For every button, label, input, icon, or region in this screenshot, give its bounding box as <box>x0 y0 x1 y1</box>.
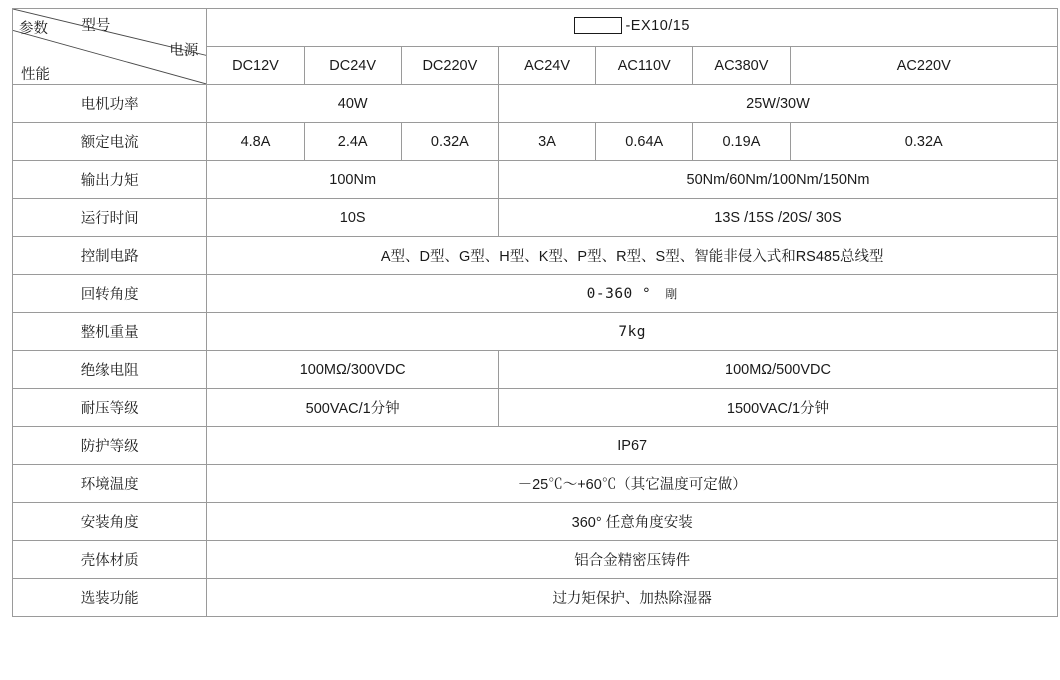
table-cell: 25W/30W <box>498 85 1057 123</box>
table-body <box>13 9 1058 617</box>
table-cell: A型、D型、G型、H型、K型、P型、R型、S型、智能非侵入式和RS485总线型 <box>207 237 1058 275</box>
voltage-header-6: AC220V <box>790 47 1057 85</box>
table-cell: －25℃～+60℃（其它温度可定做） <box>207 465 1058 503</box>
table-cell: 100Nm <box>207 161 499 199</box>
table-row <box>13 199 1058 237</box>
table-cell: 10S <box>207 199 499 237</box>
table-header-row-model <box>13 9 1058 47</box>
header-corner-cell <box>13 9 207 85</box>
row-label: 耐压等级 <box>13 389 207 427</box>
table-cell: 500VAC/1分钟 <box>207 389 499 427</box>
row-label: 电机功率 <box>13 85 207 123</box>
table-cell <box>207 275 1058 313</box>
table-cell: IP67 <box>207 427 1058 465</box>
table-cell: 100MΩ/500VDC <box>498 351 1057 389</box>
corner-label-parameter: 参数 <box>19 21 48 37</box>
row-label: 绝缘电阻 <box>13 351 207 389</box>
row-label: 运行时间 <box>13 199 207 237</box>
cell-value: 0-360 ° <box>586 286 652 302</box>
corner-label-power: 电源 <box>169 43 199 59</box>
corner-label-model: 型号 <box>81 18 111 34</box>
row-label: 环境温度 <box>13 465 207 503</box>
table-cell: 13S /15S /20S/ 30S <box>498 199 1057 237</box>
table-cell: 1500VAC/1分钟 <box>498 389 1057 427</box>
table-cell: 360° 任意角度安装 <box>207 503 1058 541</box>
table-row <box>13 579 1058 617</box>
row-label: 壳体材质 <box>13 541 207 579</box>
table-cell: 0.19A <box>693 123 790 161</box>
row-label: 回转角度 <box>13 275 207 313</box>
specification-table <box>12 8 1058 617</box>
voltage-header-5: AC380V <box>693 47 790 85</box>
table-row <box>13 465 1058 503</box>
table-cell: 0.32A <box>790 123 1057 161</box>
row-label: 防护等级 <box>13 427 207 465</box>
row-label: 选装功能 <box>13 579 207 617</box>
cell-value-extra: 㓮 <box>665 287 678 301</box>
voltage-header-3: AC24V <box>498 47 595 85</box>
table-cell: 7kg <box>207 313 1058 351</box>
row-label: 控制电路 <box>13 237 207 275</box>
table-cell: 2.4A <box>304 123 401 161</box>
row-label: 额定电流 <box>13 123 207 161</box>
table-cell: 40W <box>207 85 499 123</box>
row-label: 输出力矩 <box>13 161 207 199</box>
table-row <box>13 351 1058 389</box>
table-row <box>13 123 1058 161</box>
table-cell: 4.8A <box>207 123 304 161</box>
table-cell: 50Nm/60Nm/100Nm/150Nm <box>498 161 1057 199</box>
voltage-header-2: DC220V <box>401 47 498 85</box>
table-row <box>13 427 1058 465</box>
table-row <box>13 389 1058 427</box>
table-cell: 100MΩ/300VDC <box>207 351 499 389</box>
row-label: 整机重量 <box>13 313 207 351</box>
rectangle-placeholder-icon <box>574 17 622 34</box>
table-row <box>13 313 1058 351</box>
model-title-text: -EX10/15 <box>625 17 690 34</box>
table-row <box>13 541 1058 579</box>
voltage-header-0: DC12V <box>207 47 304 85</box>
table-cell: 3A <box>498 123 595 161</box>
corner-label-performance: 性能 <box>21 67 50 83</box>
table-cell: 0.32A <box>401 123 498 161</box>
row-label: 安装角度 <box>13 503 207 541</box>
table-cell: 过力矩保护、加热除湿器 <box>207 579 1058 617</box>
voltage-header-4: AC110V <box>596 47 693 85</box>
table-row <box>13 275 1058 313</box>
table-row <box>13 85 1058 123</box>
table-cell: 0.64A <box>596 123 693 161</box>
table-row <box>13 161 1058 199</box>
table-cell: 铝合金精密压铸件 <box>207 541 1058 579</box>
model-title-cell <box>207 9 1058 47</box>
table-row <box>13 237 1058 275</box>
voltage-header-1: DC24V <box>304 47 401 85</box>
table-row <box>13 503 1058 541</box>
